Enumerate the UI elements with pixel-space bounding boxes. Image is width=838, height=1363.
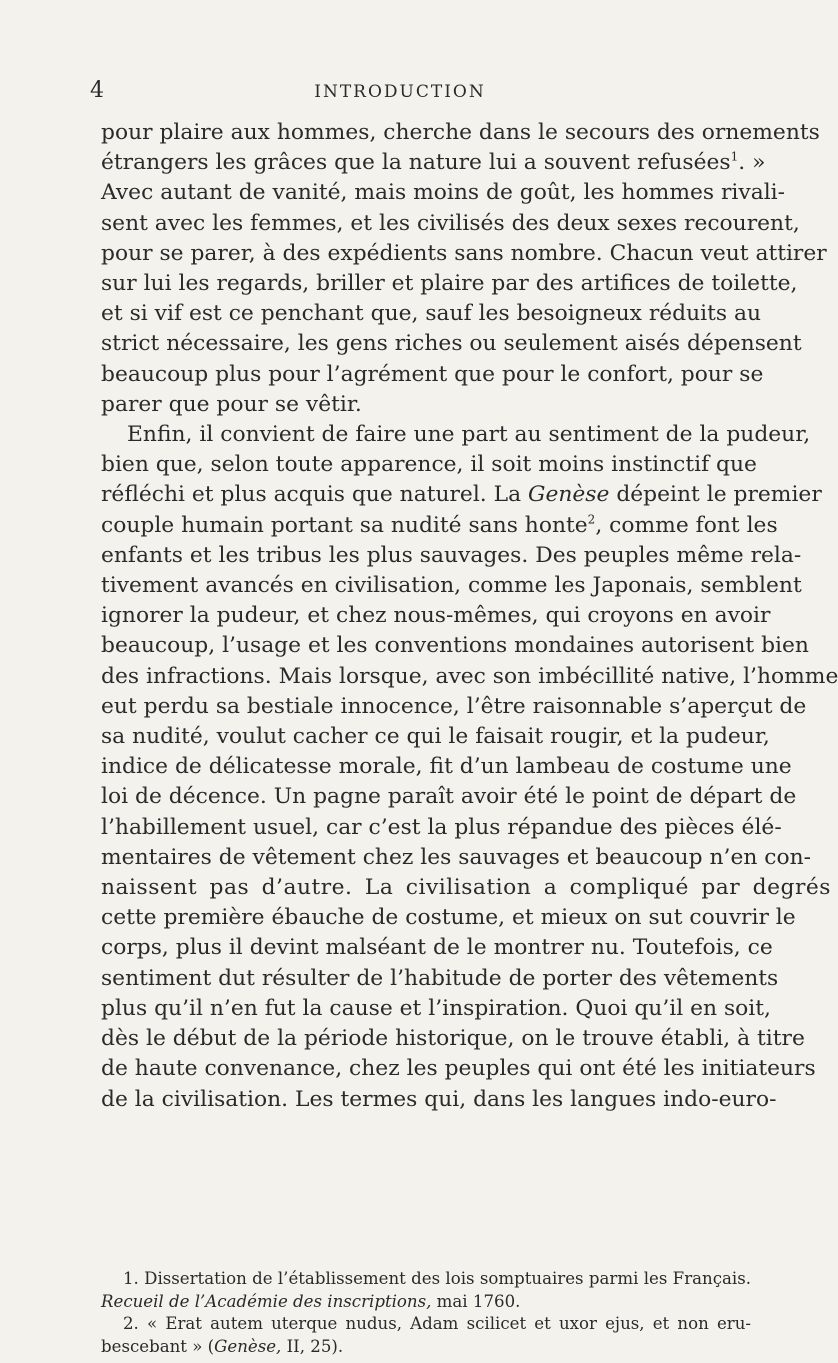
text-line: sur lui les regards, briller et plaire par des artifices de toilette, bbox=[101, 271, 798, 297]
footnote-2: 2. « Erat autem uterque nudus, Adam scilicet et uxor ejus, et non eru- bbox=[123, 1314, 751, 1333]
text-line: des infractions. Mais lorsque, avec son imbécillité native, l’homme bbox=[101, 663, 838, 689]
footnotes bbox=[101, 1268, 751, 1358]
footnote-ref-1: 1 bbox=[730, 149, 739, 164]
text-line: de la civilisation. Les termes qui, dans les langues indo-euro- bbox=[101, 1086, 777, 1112]
text-line: Avec autant de vanité, mais moins de goût, les hommes rivali- bbox=[101, 180, 786, 206]
text-line: enfants et les tribus les plus sauvages. Des peuples même rela- bbox=[101, 542, 802, 568]
text-line: pour plaire aux hommes, cherche dans le secours des ornements bbox=[101, 120, 820, 145]
text-line: tivement avancés en civilisation, comme les Japonais, semblent bbox=[101, 573, 802, 599]
book-title-genese: Genèse bbox=[528, 482, 610, 508]
page-header bbox=[0, 78, 800, 108]
text-line: cette première ébauche de costume, et mieux on sut couvrir le bbox=[101, 905, 796, 931]
running-title: INTRODUCTION bbox=[314, 82, 486, 102]
text-line: strict nécessaire, les gens riches ou seulement aisés dépensent bbox=[101, 331, 802, 357]
text-line: beaucoup, l’usage et les conventions mondaines autorisent bien bbox=[101, 633, 809, 659]
text-line: indice de délicatesse morale, fit d’un lambeau de costume une bbox=[101, 754, 792, 780]
text-line: pour se parer, à des expédients sans nombre. Chacun veut attirer bbox=[101, 240, 827, 266]
text-line: corps, plus il devint malséant de le montrer nu. Toutefois, ce bbox=[101, 935, 773, 961]
text-line: naissent pas d’autre. La civilisation a compliqué par degrés bbox=[101, 875, 831, 901]
text-line: étrangers les grâces que la nature lui a souvent refusées$^1$. » bbox=[101, 149, 766, 176]
text-line: mentaires de vêtement chez les sauvages et beaucoup n’en con- bbox=[101, 844, 812, 870]
footnote-1-cont: Recueil de l’Académie des inscriptions, mai 1760. bbox=[101, 1291, 521, 1311]
text-line: sa nudité, voulut cacher ce qui le faisait rougir, et la pudeur, bbox=[101, 724, 770, 750]
paragraph-start-line: Enfin, il convient de faire une part au sentiment de la pudeur, bbox=[127, 422, 811, 448]
text-line: plus qu’il n’en fut la cause et l’inspiration. Quoi qu’il en soit, bbox=[101, 995, 771, 1021]
text-line: l’habillement usuel, car c’est la plus répandue des pièces élé- bbox=[101, 814, 782, 840]
text-line: et si vif est ce penchant que, sauf les besoigneux réduits au bbox=[101, 301, 762, 327]
text-line: loi de décence. Un pagne paraît avoir été le point de départ de bbox=[101, 784, 797, 810]
text-line: beaucoup plus pour l’agrément que pour le confort, pour se bbox=[101, 361, 764, 387]
text-line: sent avec les femmes, et les civilisés des deux sexes recourent, bbox=[101, 210, 800, 236]
footnote-2-cont: bescebant » (Genèse, II, 25). bbox=[101, 1336, 344, 1356]
text-line: dès le début de la période historique, on le trouve établi, à titre bbox=[101, 1026, 805, 1052]
text-line: de haute convenance, chez les peuples qui ont été les initiateurs bbox=[101, 1056, 816, 1082]
book-title-genese-ref: Genèse, bbox=[214, 1336, 282, 1356]
text-line: couple humain portant sa nudité sans honte$^2$, comme font les bbox=[101, 512, 778, 538]
body-text bbox=[101, 118, 838, 1115]
publication-title: Recueil de l’Académie des inscriptions, bbox=[101, 1291, 432, 1311]
text-line: ignorer la pudeur, et chez nous-mêmes, qui croyons en avoir bbox=[101, 603, 771, 629]
footnote-ref-2: 2 bbox=[587, 512, 596, 527]
text-line: bien que, selon toute apparence, il soit moins instinctif que bbox=[101, 452, 757, 478]
text-line: réfléchi et plus acquis que naturel. La Genèse dépeint le premier bbox=[101, 482, 822, 508]
text-line: parer que pour se vêtir. bbox=[101, 391, 362, 417]
footnote-1: 1. Dissertation de l’établissement des lois somptuaires parmi les Français. bbox=[123, 1269, 751, 1288]
page-number: 4 bbox=[90, 78, 105, 103]
text-line: sentiment dut résulter de l’habitude de porter des vêtements bbox=[101, 965, 779, 991]
text-line: eut perdu sa bestiale innocence, l’être raisonnable s’aperçut de bbox=[101, 693, 807, 719]
